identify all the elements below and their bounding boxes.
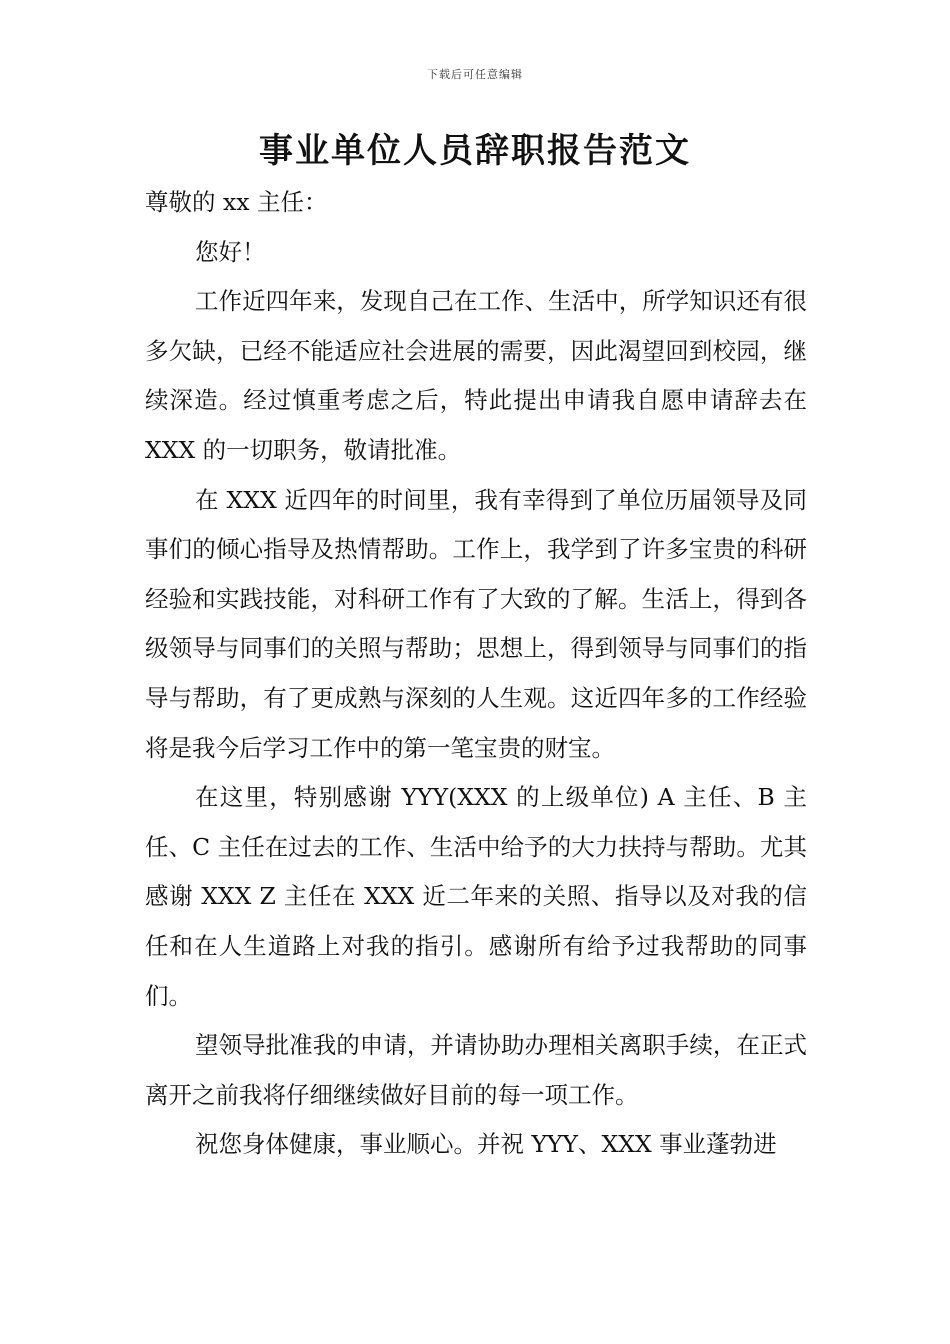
paragraph-request-approval: 望领导批准我的申请，并请协助办理相关离职手续，在正式离开之前我将仔细继续做好目前的每一项工作。 — [145, 1031, 807, 1109]
paragraph-resignation-reason: 工作近四年来，发现自己在工作、生活中，所学知识还有很多欠缺，已经不能适应社会进展的需要，因此渴望回到校园，继续深造。经过慎重考虑之后，特此提出申请我自愿申请辞去在 XXX 的一切职务，敬请批准。 — [145, 287, 807, 464]
greeting: 您好！ — [195, 237, 266, 266]
paragraph-closing-wishes: 祝您身体健康，事业顺心。并祝 YYY、XXX 事业蓬勃进 — [195, 1130, 777, 1159]
document-body — [145, 178, 807, 1170]
document-title: 事业单位人员辞职报告范文 — [259, 131, 691, 171]
paragraph-thanks-leaders: 在这里，特别感谢 YYY(XXX 的上级单位) A 主任、B 主任、C 主任在过去的工作、生活中给予的大力扶持与帮助。尤其感谢 XXX Z 主任在 XXX 近二年来的关照、指导以及对我的信任和在人生道路上对我的指引。感谢所有给予过我帮助的同事们。 — [145, 783, 807, 1010]
salutation: 尊敬的 xx 主任： — [145, 188, 328, 216]
header-note: 下载后可任意编辑 — [427, 68, 523, 81]
paragraph-gratitude-experience: 在 XXX 近四年的时间里，我有幸得到了单位历届领导及同事们的倾心指导及热情帮助。工作上，我学到了许多宝贵的科研经验和实践技能，对科研工作有了大致的了解。生活上，得到各级领导与同事们的关照与帮助；思想上，得到领导与同事们的指导与帮助，有了更成熟与深刻的人生观。这近四年多的工作经验将是我今后学习工作中的第一笔宝贵的财宝。 — [145, 485, 807, 762]
